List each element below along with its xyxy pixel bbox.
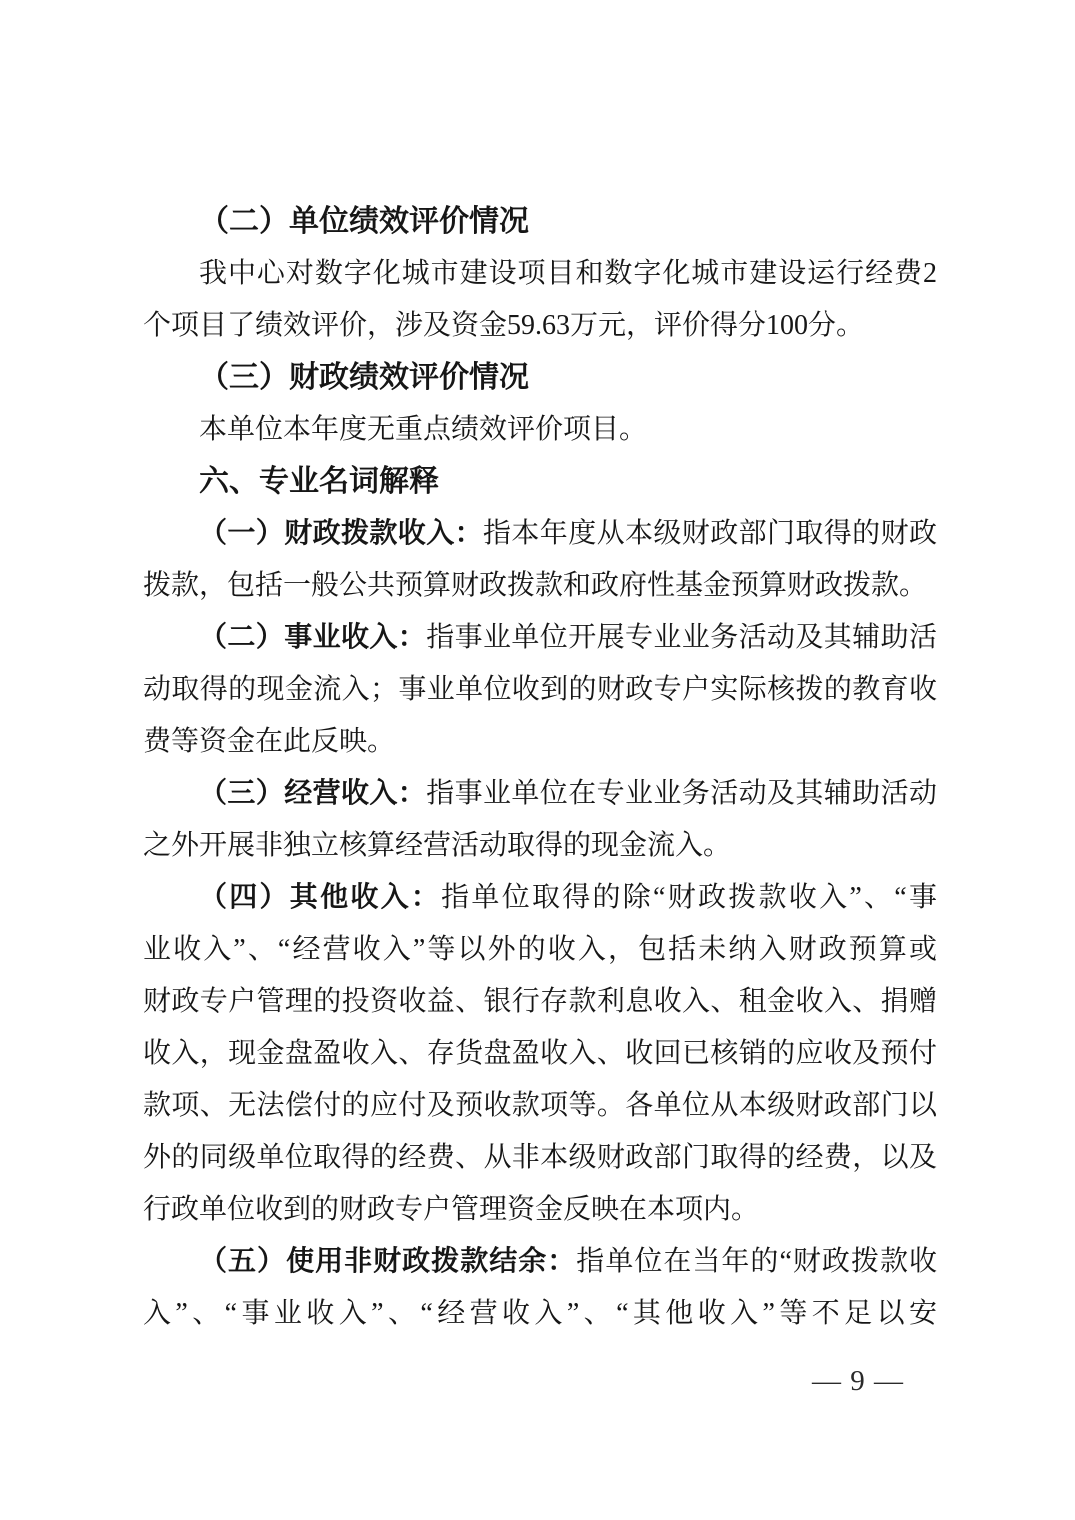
glossary-term-line xyxy=(143,508,937,560)
term-label: （一）财政拨款收入： xyxy=(199,518,483,549)
text-line: 业收入”、“经营收入”等以外的收入，包括未纳入财政预算或 xyxy=(143,934,937,965)
term-text: 指事业单位在专业业务活动及其辅助活动 xyxy=(426,778,937,809)
text-line: 之外开展非独立核算经营活动取得的现金流入。 xyxy=(143,830,732,861)
text-line: 我中心对数字化城市建设项目和数字化城市建设运行经费2 xyxy=(199,258,937,289)
text-line: 财政专户管理的投资收益、银行存款利息收入、租金收入、捐赠 xyxy=(143,986,937,1017)
term-label: （四）其他收入： xyxy=(199,882,442,913)
text-line: 收入，现金盘盈收入、存货盘盈收入、收回已核销的应收及预付 xyxy=(143,1038,937,1069)
page-number: — 9 — xyxy=(812,1365,904,1397)
section-heading-glossary: 六、专业名词解释 xyxy=(199,465,439,498)
term-label: （五）使用非财政拨款结余： xyxy=(199,1246,577,1277)
text-line: 费等资金在此反映。 xyxy=(143,726,396,757)
term-text: 指单位在当年的“财政拨款收 xyxy=(576,1246,937,1277)
text-line: 拨款，包括一般公共预算财政拨款和政府性基金预算财政拨款。 xyxy=(143,570,928,601)
glossary-term-line xyxy=(143,1236,937,1288)
text-line: 动取得的现金流入；事业单位收到的财政专户实际核拨的教育收 xyxy=(143,674,937,705)
glossary-term-line xyxy=(143,872,937,924)
term-text: 指事业单位开展专业业务活动及其辅助活 xyxy=(426,622,937,653)
text-line: 个项目了绩效评价，涉及资金59.63万元，评价得分100分。 xyxy=(143,310,865,341)
glossary-term-line xyxy=(143,612,937,664)
term-text: 指本年度从本级财政部门取得的财政 xyxy=(483,518,937,549)
term-text: 指单位取得的除“财政拨款收入”、“事 xyxy=(441,882,937,913)
term-label: （二）事业收入： xyxy=(199,622,427,653)
glossary-term-line xyxy=(143,768,937,820)
text-line: 行政单位收到的财政专户管理资金反映在本项内。 xyxy=(143,1194,760,1225)
term-label: （三）经营收入： xyxy=(199,778,427,809)
section-heading-unit-performance: （二）单位绩效评价情况 xyxy=(199,205,529,238)
text-line: 入”、“事业收入”、“经营收入”、“其他收入”等不足以安 xyxy=(143,1298,937,1329)
text-line: 本单位本年度无重点绩效评价项目。 xyxy=(199,414,648,445)
text-line: 外的同级单位取得的经费、从非本级财政部门取得的经费，以及 xyxy=(143,1142,937,1173)
text-line: 款项、无法偿付的应付及预收款项等。各单位从本级财政部门以 xyxy=(143,1090,937,1121)
page-content xyxy=(143,196,937,1340)
section-heading-fiscal-performance: （三）财政绩效评价情况 xyxy=(199,361,529,394)
